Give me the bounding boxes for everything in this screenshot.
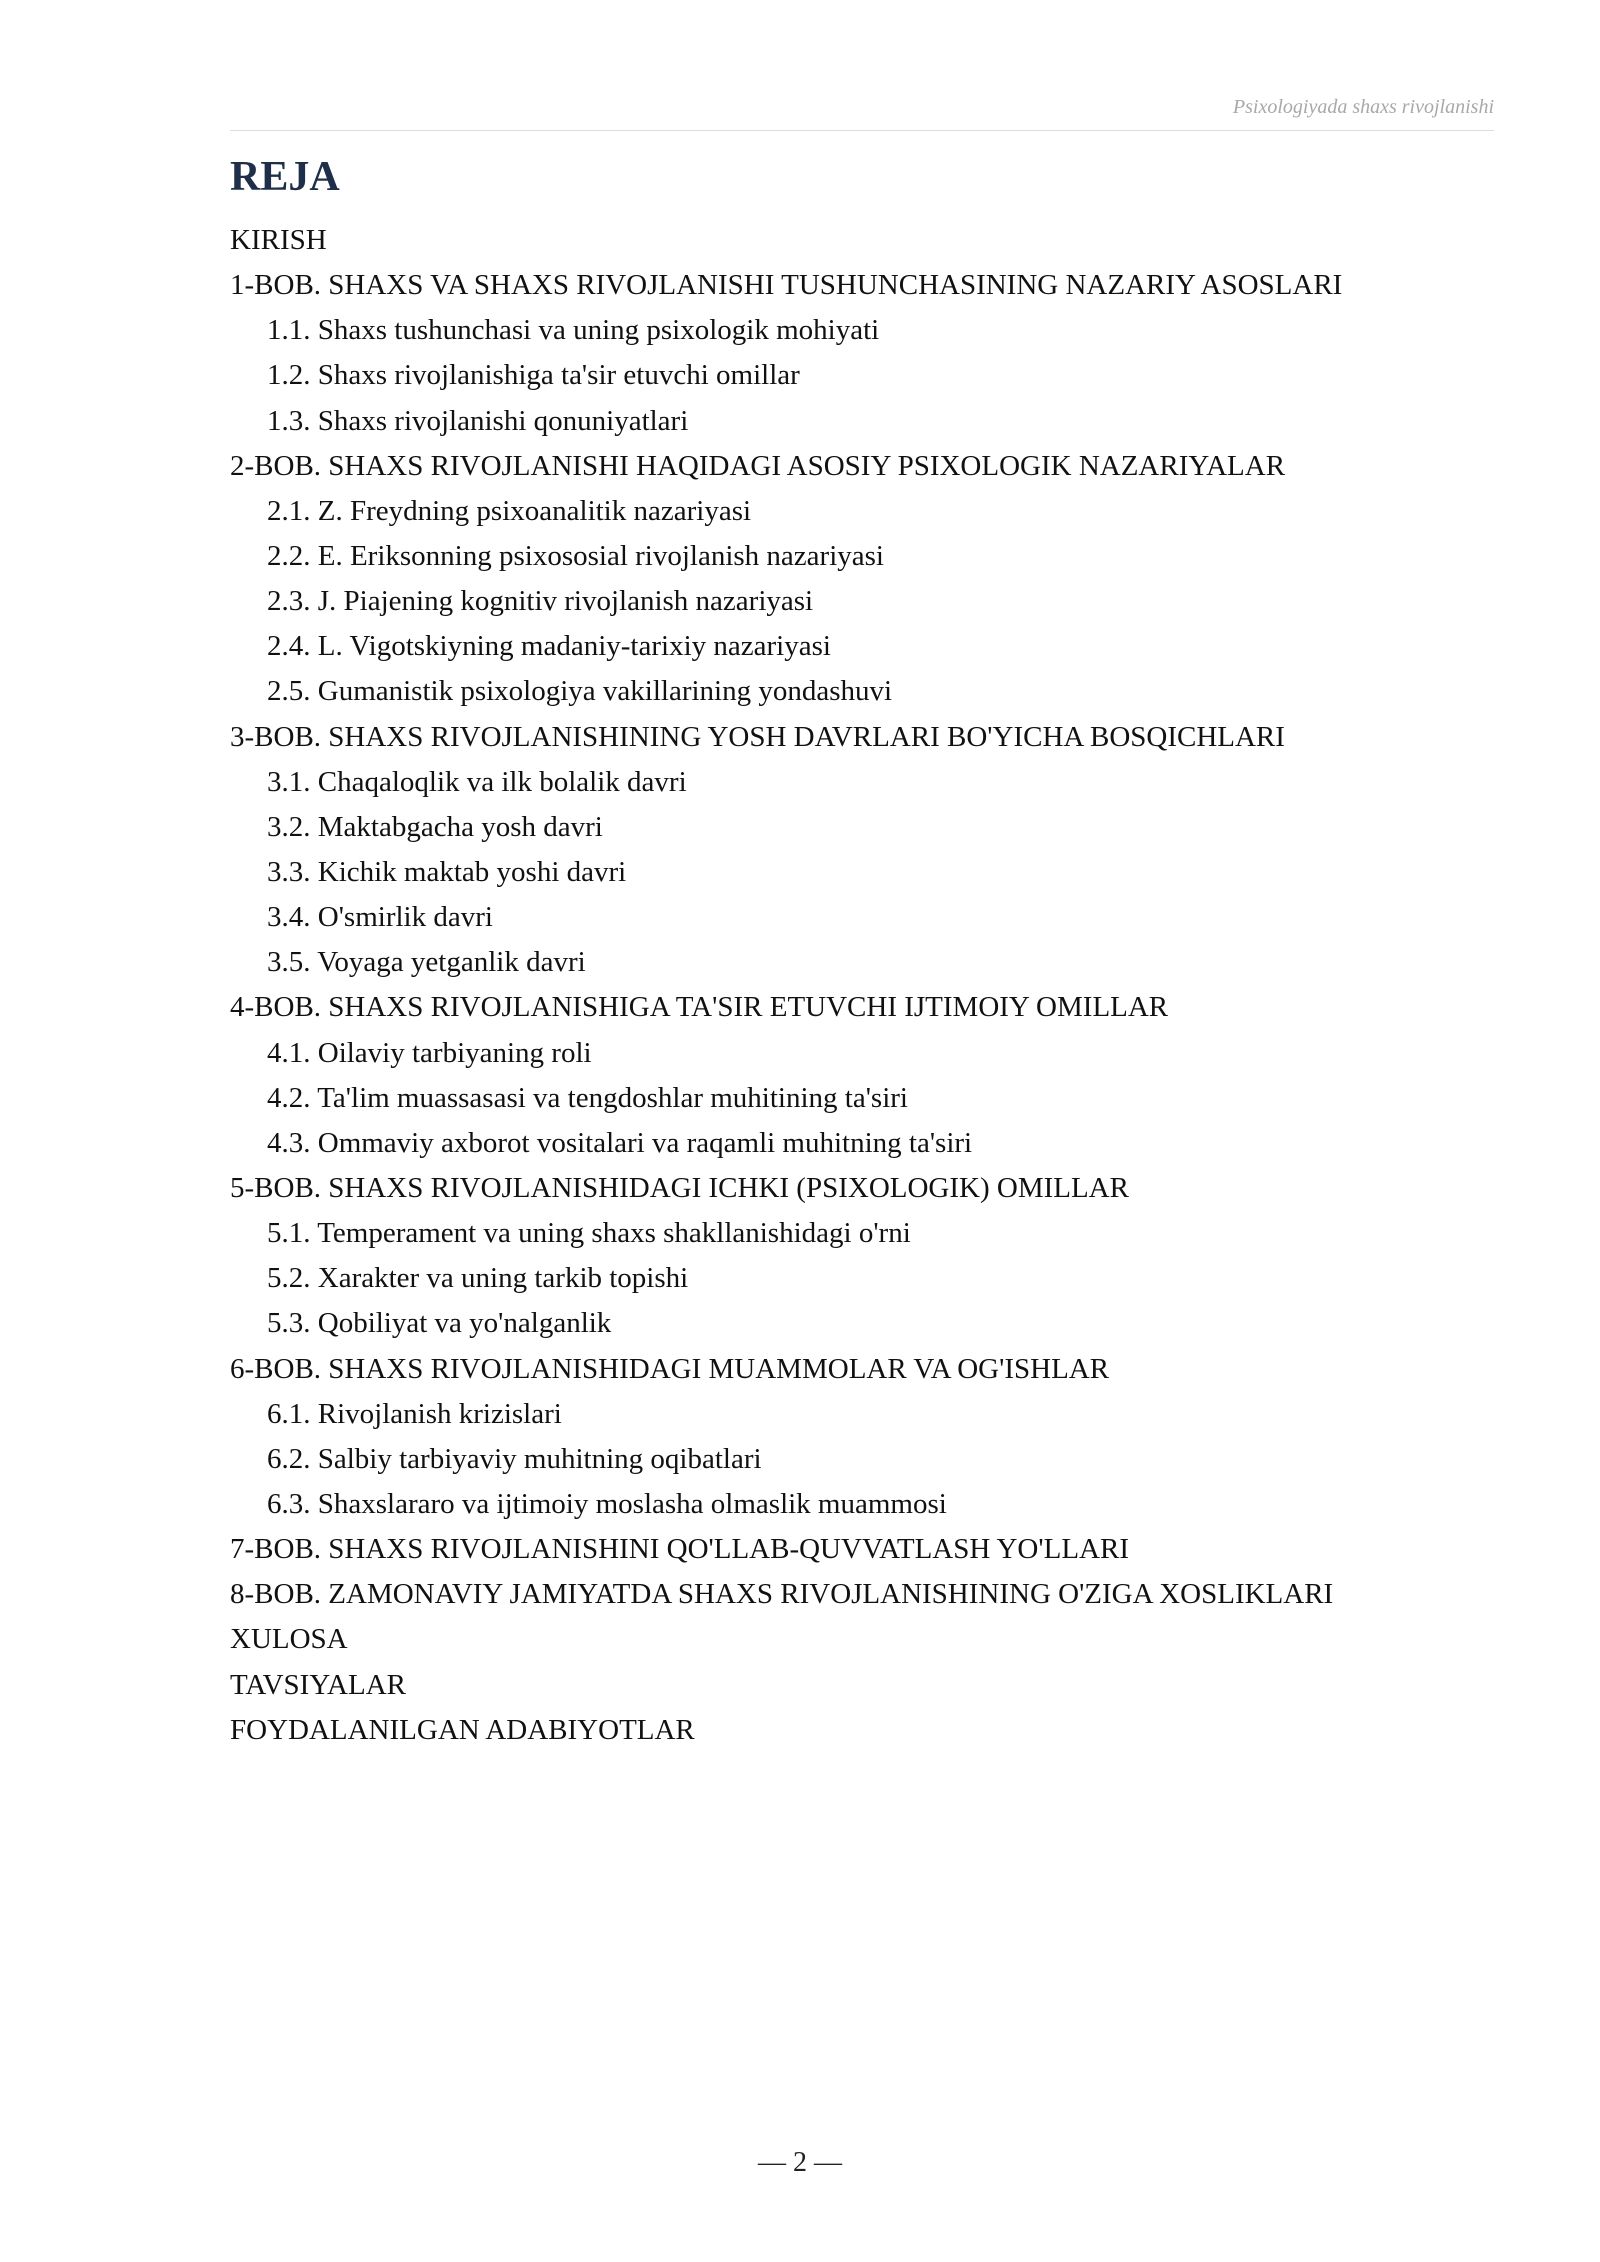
header-divider [230,130,1494,131]
toc-chapter: 3-BOB. SHAXS RIVOJLANISHINING YOSH DAVRLARI BO'YICHA BOSQICHLARI [230,720,1285,753]
toc-chapter: 2-BOB. SHAXS RIVOJLANISHI HAQIDAGI ASOSIY PSIXOLOGIK NAZARIYALAR [230,449,1286,482]
toc-chapter: 6-BOB. SHAXS RIVOJLANISHIDAGI MUAMMOLAR VA OG'ISHLAR [230,1352,1110,1385]
toc-chapter: TAVSIYALAR [230,1668,406,1701]
toc-subsection: 6.2. Salbiy tarbiyaviy muhitning oqibatlari [267,1442,762,1475]
toc-subsection: 2.4. L. Vigotskiyning madaniy-tarixiy nazariyasi [267,630,831,663]
toc-chapter: 5-BOB. SHAXS RIVOJLANISHIDAGI ICHKI (PSIXOLOGIK) OMILLAR [230,1171,1129,1204]
toc-subsection: 6.3. Shaxslararo va ijtimoiy moslasha olmaslik muammosi [267,1487,947,1520]
toc-subsection: 1.2. Shaxs rivojlanishiga ta'sir etuvchi omillar [267,359,800,392]
toc-subsection: 4.3. Ommaviy axborot vositalari va raqamli muhitning ta'siri [267,1126,973,1159]
toc-subsection: 3.2. Maktabgacha yosh davri [267,810,603,843]
toc-subsection: 5.1. Temperament va uning shaxs shakllanishidagi o'rni [267,1217,911,1250]
running-header: Psixologiyada shaxs rivojlanishi [1232,96,1494,118]
toc-subsection: 6.1. Rivojlanish krizislari [267,1397,562,1430]
toc-subsection: 1.3. Shaxs rivojlanishi qonuniyatlari [267,404,689,437]
toc-subsection: 4.2. Ta'lim muassasasi va tengdoshlar muhitining ta'siri [267,1081,908,1114]
toc-chapter: 4-BOB. SHAXS RIVOJLANISHIGA TA'SIR ETUVCHI IJTIMOIY OMILLAR [230,991,1169,1024]
toc-subsection: 2.2. E. Eriksonning psixososial rivojlanish nazariyasi [267,539,884,572]
toc-chapter: XULOSA [230,1623,348,1656]
toc-chapter: 7-BOB. SHAXS RIVOJLANISHINI QO'LLAB-QUVVATLASH YO'LLARI [230,1533,1129,1566]
toc-subsection: 2.5. Gumanistik psixologiya vakillarining yondashuvi [267,675,893,708]
toc-chapter: 8-BOB. ZAMONAVIY JAMIYATDA SHAXS RIVOJLANISHINING O'ZIGA XOSLIKLARI [230,1578,1334,1611]
table-of-contents [230,218,1530,1753]
toc-subsection: 2.1. Z. Freydning psixoanalitik nazariyasi [267,494,752,527]
toc-subsection: 4.1. Oilaviy tarbiyaning roli [267,1036,592,1069]
toc-subsection: 3.3. Kichik maktab yoshi davri [267,855,627,888]
toc-subsection: 3.1. Chaqaloqlik va ilk bolalik davri [267,765,687,798]
page-title: REJA [230,154,340,200]
toc-chapter: FOYDALANILGAN ADABIYOTLAR [230,1713,695,1746]
page-number: — 2 — [758,2147,842,2178]
toc-subsection: 5.2. Xarakter va uning tarkib topishi [267,1262,689,1295]
toc-subsection: 3.5. Voyaga yetganlik davri [267,946,586,979]
toc-chapter: KIRISH [230,224,327,256]
toc-subsection: 5.3. Qobiliyat va yo'nalganlik [267,1307,612,1340]
toc-subsection: 2.3. J. Piajening kognitiv rivojlanish nazariyasi [267,585,814,618]
toc-subsection: 1.1. Shaxs tushunchasi va uning psixologik mohiyati [267,314,880,347]
toc-chapter: 1-BOB. SHAXS VA SHAXS RIVOJLANISHI TUSHUNCHASINING NAZARIY ASOSLARI [230,269,1343,302]
toc-subsection: 3.4. O'smirlik davri [267,901,493,934]
